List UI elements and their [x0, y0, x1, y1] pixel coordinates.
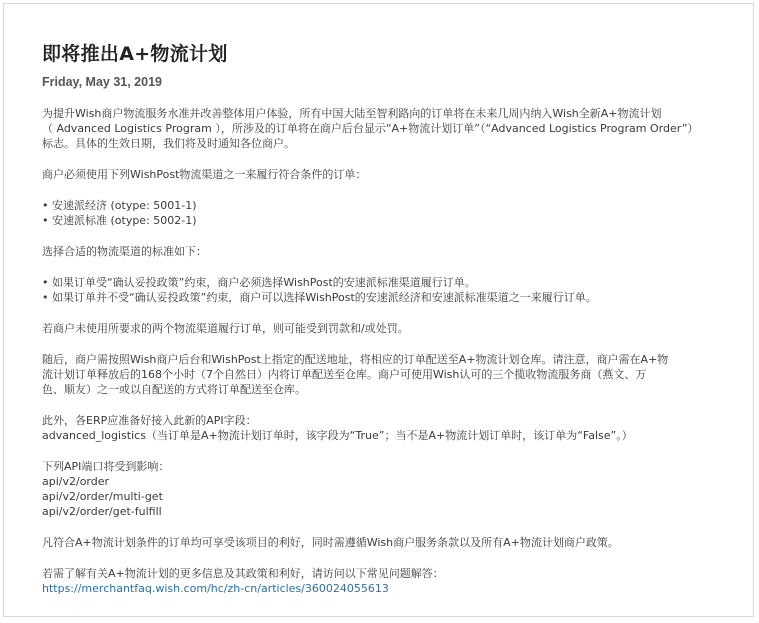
intro-line: 标志。具体的生效日期，我们将及时通知各位商户。	[42, 137, 295, 150]
list-item: • 安速派经济 (otype: 5001-1)	[42, 199, 197, 212]
faq-link[interactable]: https://merchantfaq.wish.com/hc/zh-cn/articles/360024055613	[42, 582, 389, 595]
channels-list	[42, 198, 722, 228]
erp-paragraph	[42, 413, 722, 443]
channels-intro: 商户必须使用下列WishPost物流渠道之一来履行符合条件的订单：	[42, 168, 367, 181]
api-paragraph	[42, 459, 722, 519]
article-panel	[3, 3, 754, 617]
eligibility-paragraph: 凡符合A+物流计划条件的订单均可享受该项目的利好，同时需遵循Wish商户服务条款以及所有A+物流计划商户政策。	[42, 536, 619, 549]
warehouse-paragraph	[42, 352, 722, 397]
warehouse-line: 随后，商户需按照Wish商户后台和WishPost上指定的配送地址，将相应的订单配送至A+物流计划仓库。请注意，商户需在A+物	[42, 353, 669, 366]
intro-line: （ Advanced Logistics Program ），所涉及的订单将在商户后台显示“A+物流计划订单”（“Advanced Logistics Program Order”）	[42, 122, 699, 135]
list-item: • 如果订单受“确认妥投政策”约束，商户必须选择WishPost的安速派标准渠道履行订单。	[42, 276, 476, 289]
api-intro: 下列API端口将受到影响：	[42, 460, 170, 473]
list-item: • 安速派标准 (otype: 5002-1)	[42, 214, 197, 227]
warehouse-line: 流计划订单释放后的168个小时（7个自然日）内将订单配送至仓库。商户可使用Wish认可的三个揽收物流服务商（燕文、万	[42, 368, 647, 381]
api-endpoint: api/v2/order/multi-get	[42, 490, 163, 503]
criteria-list	[42, 275, 722, 305]
warehouse-line: 色、顺友）之一或以自配送的方式将订单配送至仓库。	[42, 383, 306, 396]
erp-field: advanced_logistics（当订单是A+物流计划订单时，该字段为“True”；当不是A+物流计划订单时，该订单为“False”。）	[42, 429, 633, 442]
api-endpoint: api/v2/order	[42, 475, 110, 488]
erp-intro: 此外，各ERP应准备好接入此新的API字段：	[42, 414, 257, 427]
criteria-intro: 选择合适的物流渠道的标准如下：	[42, 245, 207, 258]
article-date: Friday, May 31, 2019	[42, 75, 162, 89]
article-content	[42, 42, 722, 596]
article-title: 即将推出A+物流计划	[42, 43, 228, 65]
penalty-paragraph: 若商户未使用所要求的两个物流渠道履行订单，则可能受到罚款和/或处罚。	[42, 322, 409, 335]
intro-line: 为提升Wish商户物流服务水准并改善整体用户体验，所有中国大陆至智利路向的订单将在未来几周内纳入Wish全新A+物流计划	[42, 107, 662, 120]
api-endpoint: api/v2/order/get-fulfill	[42, 505, 162, 518]
list-item: • 如果订单并不受“确认妥投政策”约束，商户可以选择WishPost的安速派经济和安速派标准渠道之一来履行订单。	[42, 291, 597, 304]
faq-intro: 若需了解有关A+物流计划的更多信息及其政策和利好，请访问以下常见问题解答：	[42, 567, 444, 580]
intro-paragraph	[42, 106, 722, 151]
